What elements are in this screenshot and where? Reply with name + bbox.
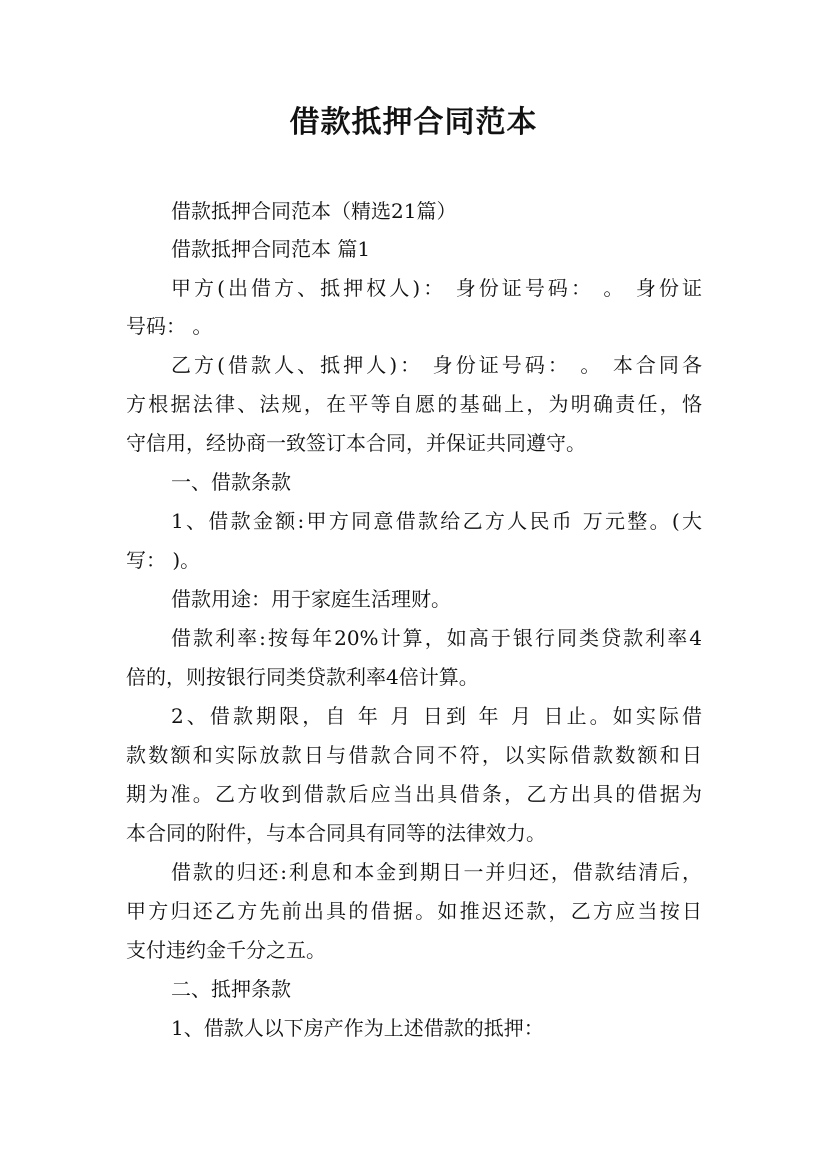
- paragraph-line: 甲方归还乙方先前出具的借据。如推迟还款，乙方应当按日: [126, 899, 702, 923]
- paragraph-line: 1、借款金额:甲方同意借款给乙方人民币 万元整。(大: [171, 509, 702, 533]
- paragraph-line: 号码： 。: [126, 314, 213, 338]
- paragraph-line: 写： )。: [126, 548, 201, 572]
- paragraph-line: 1、借款人以下房产作为上述借款的抵押：: [171, 1016, 544, 1040]
- paragraph-line: 款数额和实际放款日与借款合同不符，以实际借款数额和日: [126, 743, 702, 767]
- document-title: 借款抵押合同范本: [289, 105, 538, 140]
- paragraph-line: 借款利率:按每年20%计算，如高于银行同类贷款利率4: [171, 626, 702, 650]
- paragraph-line: 借款的归还:利息和本金到期日一并归还，借款结清后，: [171, 860, 702, 884]
- paragraph-line: 期为准。乙方收到借款后应当出具借条，乙方出具的借据为: [126, 782, 702, 806]
- paragraph-line: 借款用途：用于家庭生活理财。: [171, 587, 451, 611]
- paragraph-line: 本合同的附件，与本合同具有同等的法律效力。: [126, 821, 546, 845]
- paragraph-line: 倍的，则按银行同类贷款利率4倍计算。: [126, 665, 479, 689]
- paragraph-line: 守信用，经协商一致签订本合同，并保证共同遵守。: [126, 431, 586, 455]
- section-heading: 二、抵押条款: [171, 977, 291, 1001]
- paragraph-line: 借款抵押合同范本（精选21篇）: [171, 199, 457, 223]
- paragraph-line: 支付违约金千分之五。: [126, 938, 326, 962]
- paragraph-line: 借款抵押合同范本 篇1: [171, 237, 371, 261]
- paragraph-line: 甲方(出借方、抵押权人)： 身份证号码： 。 身份证: [171, 276, 702, 300]
- section-heading: 一、借款条款: [171, 470, 291, 494]
- paragraph-line: 乙方(借款人、抵押人)： 身份证号码： 。 本合同各: [171, 353, 702, 377]
- paragraph-line: 方根据法律、法规，在平等自愿的基础上，为明确责任，恪: [126, 392, 702, 416]
- paragraph-line: 2、借款期限，自 年 月 日到 年 月 日止。如实际借: [171, 704, 702, 728]
